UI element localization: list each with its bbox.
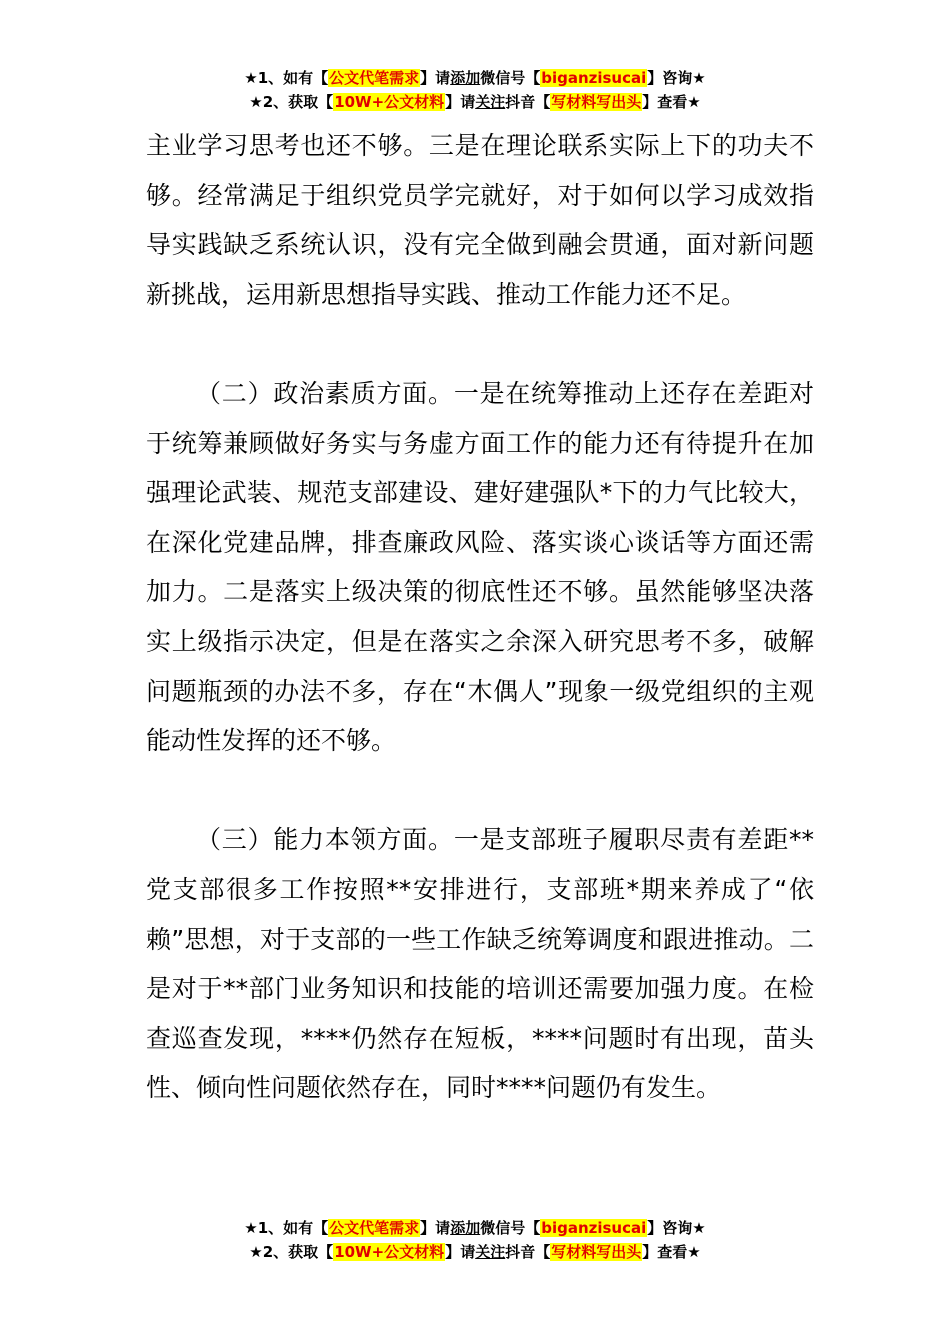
underlined-text: 添加 [450, 69, 481, 87]
banner-text: 微信号【 [480, 69, 541, 87]
header-banner [0, 66, 950, 114]
document-body [146, 121, 814, 1113]
underlined-text: 添加 [450, 1219, 481, 1237]
banner-text: 】请 [420, 1219, 451, 1237]
paragraph-3: （三）能力本领方面。一是支部班子履职尽责有差距**党支部很多工作按照**安排进行，支部班*期来养成了“依赖”思想，对于支部的一些工作缺乏统筹调度和跟进推动。二是对于**部门业务知识和技能的培训还需要加强力度。在检查巡查发现，****仍然存在短板，****问题时有出现，苗头性、倾向性问题依然存在，同时****问题仍有发生。 [146, 825, 814, 1103]
banner-text: ★1、如有【 [244, 1219, 329, 1237]
banner-text: 】请 [420, 69, 451, 87]
banner-text: 】咨询★ [647, 69, 706, 87]
underlined-text: 关注 [475, 1243, 506, 1261]
banner-text: 抖音【 [505, 93, 551, 111]
highlight-wechat-id: biganzisucai [541, 1219, 647, 1237]
banner-line-2 [0, 90, 950, 114]
paragraph-1: 主业学习思考也还不够。三是在理论联系实际上下的功夫不够。经常满足于组织党员学完就好，对于如何以学习成效指导实践缺乏系统认识，没有完全做到融会贯通，面对新问题新挑战，运用新思想指导实践、推动工作能力还不足。 [146, 131, 814, 309]
banner-line-1 [0, 1216, 950, 1240]
banner-text: 】查看★ [642, 1243, 701, 1261]
highlight-douyin: 写材料写出头 [551, 93, 642, 111]
banner-line-2 [0, 1240, 950, 1264]
banner-line-1 [0, 66, 950, 90]
highlight-service: 公文代笔需求 [329, 69, 420, 87]
paragraph-gap [146, 319, 814, 369]
banner-text: 微信号【 [480, 1219, 541, 1237]
highlight-materials: 10W+公文材料 [334, 1243, 445, 1261]
highlight-douyin: 写材料写出头 [551, 1243, 642, 1261]
banner-text: 】咨询★ [647, 1219, 706, 1237]
highlight-materials: 10W+公文材料 [334, 93, 445, 111]
banner-text: ★1、如有【 [244, 69, 329, 87]
banner-text: 】查看★ [642, 93, 701, 111]
paragraph-2: （二）政治素质方面。一是在统筹推动上还存在差距对于统筹兼顾做好务实与务虚方面工作的能力还有待提升在加强理论武装、规范支部建设、建好建强队*下的力气比较大，在深化党建品牌，排查廉政风险、落实谈心谈话等方面还需加力。二是落实上级决策的彻底性还不够。虽然能够坚决落实上级指示决定，但是在落实之余深入研究思考不多，破解问题瓶颈的办法不多，存在“木偶人”现象一级党组织的主观能动性发挥的还不够。 [146, 378, 814, 756]
banner-text: ★2、获取【 [249, 93, 334, 111]
highlight-service: 公文代笔需求 [329, 1219, 420, 1237]
banner-text: 】请 [445, 1243, 476, 1261]
banner-text: 抖音【 [505, 1243, 551, 1261]
underlined-text: 关注 [475, 93, 506, 111]
paragraph-gap [146, 766, 814, 816]
banner-text: ★2、获取【 [249, 1243, 334, 1261]
highlight-wechat-id: biganzisucai [541, 69, 647, 87]
banner-text: 】请 [445, 93, 476, 111]
footer-banner [0, 1216, 950, 1264]
